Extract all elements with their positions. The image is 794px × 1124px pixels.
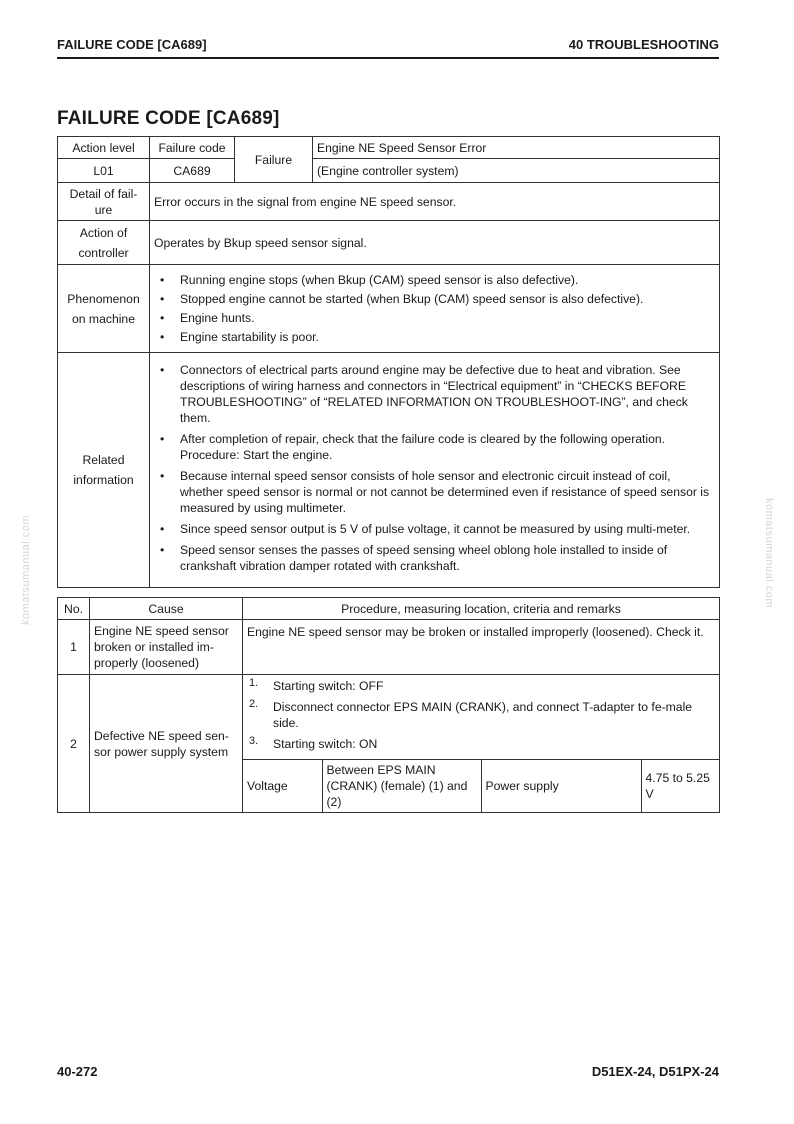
- step-text: Starting switch: ON: [273, 737, 378, 751]
- measure-value: 4.75 to 5.25 V: [645, 771, 710, 801]
- related-item: • Connectors of electrical parts around engine may be defective due to heat and vibration. See descriptions of wiring harness and connectors in “Electrical equipment” in “CHECKS BEFORE TROUBLESHOOTING” of “RELATED INFORMATION ON TROUBLESHOOT-ING”, and check them.: [158, 362, 715, 426]
- header-chapter-title: 40 TROUBLESHOOTING: [568, 37, 719, 52]
- detail-label: [58, 183, 150, 221]
- cause-table: [57, 597, 720, 813]
- step-number: 1.: [249, 677, 259, 689]
- step-text: Disconnect connector EPS MAIN (CRANK), and connect T-adapter to fe-male side.: [273, 700, 693, 730]
- failure-code-label: Failure code: [150, 137, 235, 159]
- model-numbers: D51EX-24, D51PX-24: [591, 1064, 719, 1079]
- failure-info-table: [57, 136, 720, 588]
- page-title: FAILURE CODE [CA689]: [57, 108, 280, 129]
- watermark-right: komatsumanual.com: [763, 498, 775, 608]
- related-info-label-line-2: information: [73, 473, 134, 487]
- cause-text: Engine NE speed sensor broken or installed im-properly (loosened): [90, 620, 243, 675]
- detail-label-line-1: Detail of fail-: [69, 186, 138, 201]
- related-item: • After completion of repair, check that the failure code is cleared by the following operation. Procedure: Start the engine.: [158, 431, 715, 463]
- failure-system: (Engine controller system): [313, 159, 720, 183]
- action-level-value: L01: [58, 159, 150, 183]
- step-number: 3.: [249, 735, 259, 747]
- related-item: • Since speed sensor output is 5 V of pulse voltage, it cannot be measured by using multi-meter.: [158, 521, 715, 537]
- action-controller-label-line-2: controller: [78, 245, 129, 260]
- col-header-cause: Cause: [90, 598, 243, 620]
- action-controller-label-line-1: Action of: [79, 225, 128, 240]
- header-section-title: FAILURE CODE [CA689]: [57, 37, 207, 52]
- related-item: • Because internal speed sensor consists of hole sensor and electronic circuit instead of coil, whether speed sensor is normal or not cannot be determined even if resistance of speed sensor is measured by using multimeter.: [158, 468, 715, 516]
- measure-check: Power supply: [481, 760, 641, 812]
- procedure-step: [247, 678, 715, 694]
- phenomenon-label-line-1: Phenomenon: [67, 291, 140, 306]
- related-item: • Speed sensor senses the passes of speed sensing wheel oblong hole installed to inside of crankshaft vibration damper rotated with crankshaft.: [158, 542, 715, 574]
- phenomenon-item: • Engine hunts.: [158, 310, 715, 326]
- measurement-table: [243, 760, 720, 812]
- cause-procedure: Engine NE speed sensor may be broken or installed improperly (loosened). Check it.: [243, 620, 720, 675]
- phenomenon-label: [58, 265, 150, 353]
- measure-item: Voltage: [243, 760, 322, 812]
- col-header-no: No.: [58, 598, 90, 620]
- failure-label: Failure: [235, 137, 313, 183]
- failure-code-value: CA689: [150, 159, 235, 183]
- action-controller-label: [58, 221, 150, 265]
- cause-no: 2: [58, 675, 90, 813]
- phenomenon-on-machine: [150, 265, 720, 353]
- phenomenon-item: • Running engine stops (when Bkup (CAM) speed sensor is also defective).: [158, 272, 715, 288]
- related-info-label: [58, 353, 150, 588]
- step-text: Starting switch: OFF: [273, 679, 384, 693]
- page-number: 40-272: [57, 1064, 98, 1079]
- detail-of-failure: Error occurs in the signal from engine NE speed sensor.: [150, 183, 720, 221]
- phenomenon-item: • Engine startability is poor.: [158, 329, 715, 345]
- watermark-left: komatsumanual.com: [20, 515, 32, 625]
- procedure-step: [247, 736, 715, 752]
- cause-text: Defective NE speed sen-sor power supply system: [90, 675, 243, 813]
- action-level-label: Action level: [58, 137, 150, 159]
- page-header: [57, 37, 719, 59]
- phenomenon-item: • Stopped engine cannot be started (when Bkup (CAM) speed sensor is also defective).: [158, 291, 715, 307]
- phenomenon-label-line-2: on machine: [71, 311, 135, 326]
- related-information: [150, 353, 720, 588]
- procedure-step: [247, 699, 715, 731]
- col-header-procedure: Procedure, measuring location, criteria and remarks: [243, 598, 720, 620]
- step-number: 2.: [249, 698, 259, 710]
- detail-label-line-2: ure: [94, 202, 113, 217]
- related-info-label-line-1: Related: [82, 453, 125, 467]
- cause-procedure: [243, 675, 720, 813]
- procedure-steps: [243, 675, 719, 760]
- failure-title: Engine NE Speed Sensor Error: [313, 137, 720, 159]
- measure-location: Between EPS MAIN (CRANK) (female) (1) and (2): [322, 760, 481, 812]
- cause-no: 1: [58, 620, 90, 675]
- action-of-controller: Operates by Bkup speed sensor signal.: [150, 221, 720, 265]
